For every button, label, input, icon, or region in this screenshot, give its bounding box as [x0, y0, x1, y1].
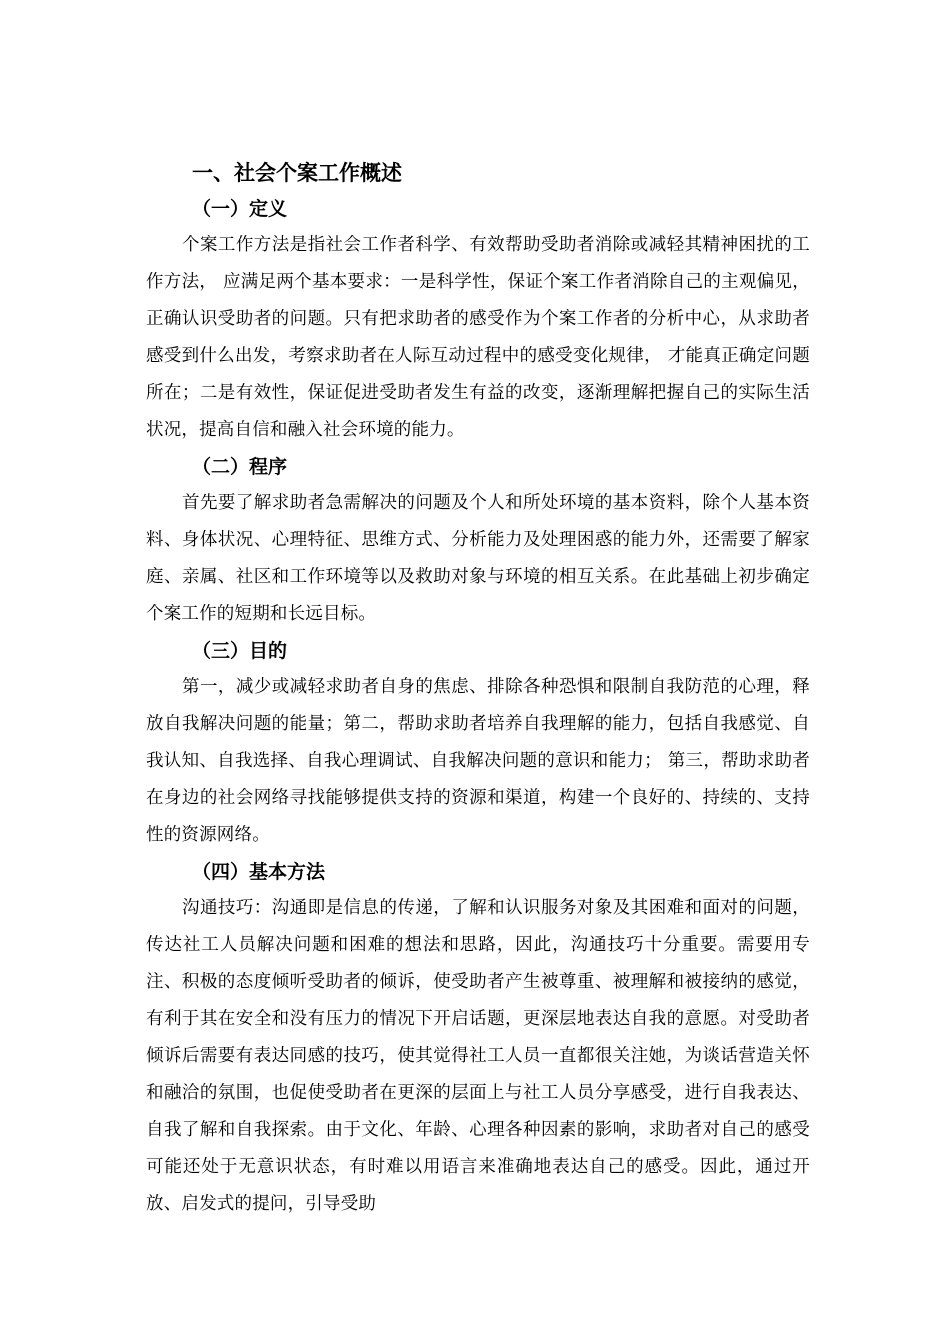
- section-heading-basic-methods: （四）基本方法: [192, 861, 326, 883]
- document-body: [146, 155, 810, 1223]
- main-heading: 一、社会个案工作概述: [192, 161, 402, 185]
- section-heading-definition: （一）定义: [192, 198, 288, 220]
- section-paragraph-purpose: 第一，减少或减轻求助者自身的焦虑、排除各种恐惧和限制自我防范的心理，释放自我解决问题的能量；第二，帮助求助者培养自我理解的能力，包括自我感觉、自我认知、自我选择、自我心理调试、自我解决问题的意识和能力； 第三，帮助求助者在身边的社会网络寻找能够提供支持的资源和渠道，构建一个良好的、持续的、支持性的资源网络。: [146, 677, 810, 845]
- section-paragraph-definition: 个案工作方法是指社会工作者科学、有效帮助受助者消除或减轻其精神困扰的工作方法， 应满足两个基本要求：一是科学性，保证个案工作者消除自己的主观偏见，正确认识受助者的问题。只有把求助者的感受作为个案工作者的分析中心，从求助者感受到什么出发，考察求助者在人际互动过程中的感受变化规律， 才能真正确定问题所在；二是有效性，保证促进受助者发生有益的改变，逐渐理解把握自己的实际生活状况，提高自信和融入社会环境的能力。: [146, 235, 810, 440]
- section-heading-procedure: （二）程序: [192, 456, 288, 478]
- section-paragraph-basic-methods: 沟通技巧：沟通即是信息的传递，了解和认识服务对象及其困难和面对的问题，传达社工人员解决问题和困难的想法和思路，因此，沟通技巧十分重要。需要用专注、积极的态度倾听受助者的倾诉，使受助者产生被尊重、被理解和被接纳的感觉，有利于其在安全和没有压力的情况下开启话题，更深层地表达自我的意愿。对受助者倾诉后需要有表达同感的技巧，使其觉得社工人员一直都很关注她，为谈话营造关怀和融洽的氛围，也促使受助者在更深的层面上与社工人员分享感受，进行自我表达、自我了解和自我探索。由于文化、年龄、心理各种因素的影响，求助者对自己的感受可能还处于无意识状态，有时难以用语言来准确地表达自己的感受。因此，通过开放、启发式的提问，引导受助: [146, 898, 810, 1214]
- section-paragraph-procedure: 首先要了解求助者急需解决的问题及个人和所处环境的基本资料，除个人基本资料、身体状况、心理特征、思维方式、分析能力及处理困惑的能力外，还需要了解家庭、亲属、社区和工作环境等以及救助对象与环境的相互关系。在此基础上初步确定个案工作的短期和长远目标。: [146, 493, 810, 624]
- section-heading-purpose: （三）目的: [192, 640, 288, 662]
